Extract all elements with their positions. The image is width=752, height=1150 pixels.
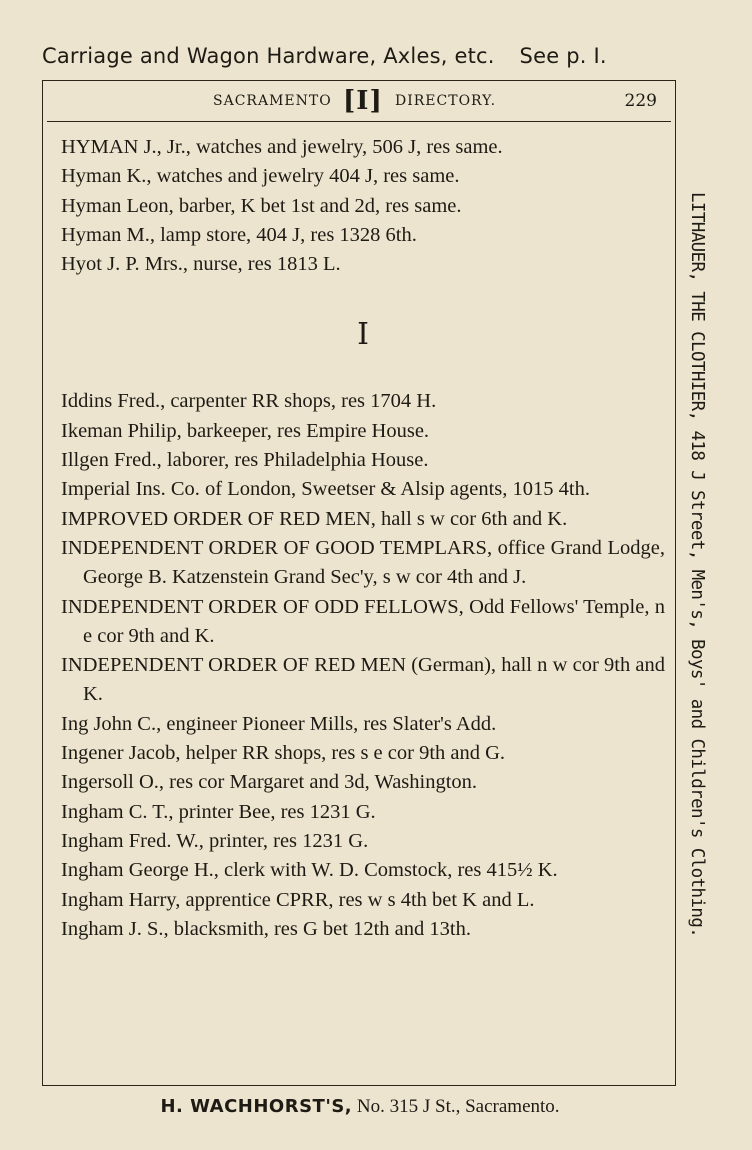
directory-entry: Ikeman Philip, barkeeper, res Empire House.	[61, 419, 430, 442]
top-banner-text: Carriage and Wagon Hardware, Axles, etc.	[42, 44, 495, 68]
bottom-banner-address: No. 315 J St., Sacramento.	[356, 1096, 560, 1117]
directory-entry: Illgen Fred., laborer, res Philadelphia House.	[61, 449, 429, 472]
directory-entry: Ing John C., engineer Pioneer Mills, res Slater's Add.	[61, 712, 497, 735]
directory-entry: IMPROVED ORDER OF RED MEN, hall s w cor 6th and K.	[61, 507, 568, 530]
directory-entry: Ingham Harry, apprentice CPRR, res w s 4th bet K and L.	[61, 888, 535, 911]
directory-entry: Ingersoll O., res cor Margaret and 3d, Washington.	[61, 771, 478, 794]
directory-entry: Hyman M., lamp store, 404 J, res 1328 6th.	[61, 223, 417, 246]
page-frame	[42, 80, 676, 1086]
directory-entry: Hyman K., watches and jewelry 404 J, res same.	[61, 165, 460, 188]
page-number: 229	[624, 91, 657, 111]
directory-entry: Ingener Jacob, helper RR shops, res s e cor 9th and G.	[61, 742, 506, 765]
running-head-city: SACRAMENTO	[213, 93, 332, 109]
directory-entry: Imperial Ins. Co. of London, Sweetser & Alsip agents, 1015 4th.	[61, 478, 590, 501]
top-banner	[42, 44, 682, 68]
directory-entry: Ingham C. T., printer Bee, res 1231 G.	[61, 800, 376, 823]
section-letter-heading: I	[357, 317, 369, 353]
directory-entry: Ingham Fred. W., printer, res 1231 G.	[61, 829, 369, 852]
side-advertisement	[683, 192, 709, 952]
directory-entry: INDEPENDENT ORDER OF GOOD TEMPLARS, office Grand Lodge, George B. Katzenstein Grand Sec'y, s w cor 4th and J.	[61, 536, 665, 589]
side-advertisement-text: LITHAUER, THE CLOTHIER, 418 J Street, Men's, Boys' and Children's Clothing.	[687, 192, 707, 938]
bottom-banner-firm: H. WACHHORST'S,	[160, 1096, 353, 1117]
directory-entry: Iddins Fred., carpenter RR shops, res 1704 H.	[61, 390, 437, 413]
directory-entry: Ingham J. S., blacksmith, res G bet 12th and 13th.	[61, 917, 471, 940]
running-head-title: DIRECTORY.	[395, 93, 497, 109]
directory-entries	[61, 133, 665, 944]
directory-entry: Ingham George H., clerk with W. D. Comstock, res 415½ K.	[61, 859, 558, 882]
directory-entry: Hyman Leon, barber, K bet 1st and 2d, res same.	[61, 194, 462, 217]
bottom-banner	[0, 1096, 720, 1118]
directory-entry: HYMAN J., Jr., watches and jewelry, 506 J, res same.	[61, 136, 503, 158]
top-banner-see-page: See p. I.	[519, 44, 607, 68]
header-rule	[47, 121, 671, 122]
running-head	[43, 86, 675, 116]
running-head-letter: [I]	[343, 86, 383, 116]
directory-entry: INDEPENDENT ORDER OF ODD FELLOWS, Odd Fellows' Temple, n e cor 9th and K.	[61, 595, 665, 647]
directory-entry: Hyot J. P. Mrs., nurse, res 1813 L.	[61, 253, 341, 276]
directory-entry: INDEPENDENT ORDER OF RED MEN (German), hall n w cor 9th and K.	[61, 654, 665, 706]
